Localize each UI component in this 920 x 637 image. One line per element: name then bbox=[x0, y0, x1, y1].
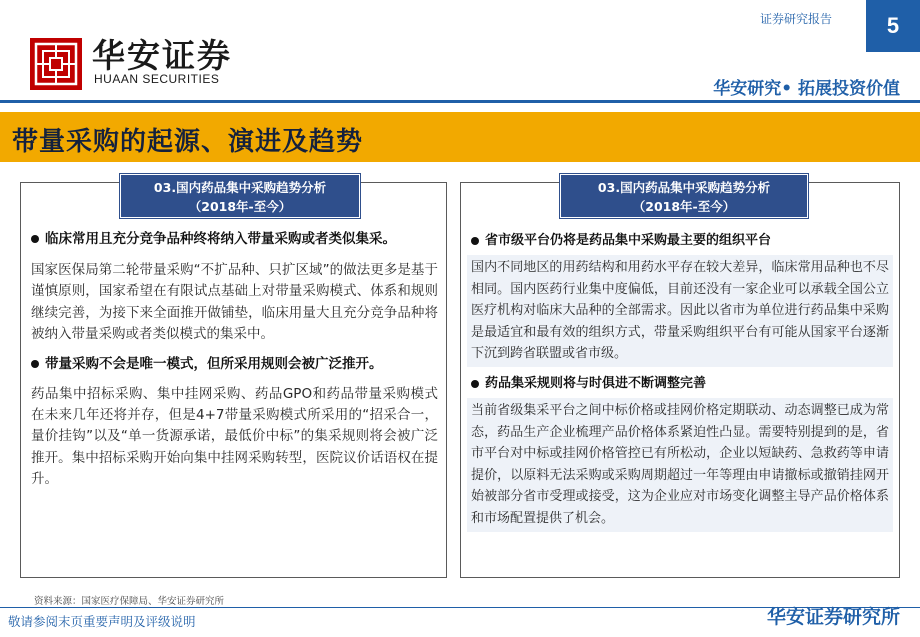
disclaimer-link[interactable]: 敬请参阅末页重要声明及评级说明 bbox=[8, 614, 196, 629]
left-panel bbox=[20, 182, 447, 578]
left-bullet-2-text: 带量采购不会是唯一模式，但所采用规则会被广泛推开。 bbox=[45, 355, 383, 372]
left-bullet-2 bbox=[31, 354, 438, 374]
bullet-icon bbox=[471, 380, 479, 388]
right-heading-line2: （2018年-至今） bbox=[632, 199, 736, 214]
institute-name: 华安证券研究所 bbox=[766, 606, 900, 628]
right-bullet-1-text: 省市级平台仍将是药品集中采购最主要的组织平台 bbox=[485, 233, 772, 248]
left-heading-line2: （2018年-至今） bbox=[188, 199, 292, 214]
right-paragraph-1: 国内不同地区的用药结构和用药水平存在较大差异，临床常用品种也不尽相同。国内医药行业集中度偏低，目前还没有一家企业可以承载全国公立医疗机构对临床大品种的全部需求。因此以省市为单位进行药品集中采购是最适宜和最有效的组织方式，带量采购组织平台有可能从国家平台逐渐下沉到跨省联盟或省市级。 bbox=[467, 255, 893, 367]
right-bullet-2-text: 药品集采规则将与时俱进不断调整完善 bbox=[485, 375, 707, 391]
bullet-icon bbox=[471, 237, 479, 245]
left-bullet-1 bbox=[31, 229, 438, 249]
left-heading-line1: 03.国内药品集中采购趋势分析 bbox=[153, 180, 327, 195]
right-bullet-2 bbox=[471, 374, 891, 394]
right-bullet-1 bbox=[471, 231, 891, 251]
left-bullet-1-text: 临床常用且充分竞争品种终将纳入带量采购或者类似集采。 bbox=[45, 231, 396, 247]
bullet-icon bbox=[31, 360, 39, 368]
right-panel-heading bbox=[560, 174, 808, 218]
header-slogan: 华安研究• 拓展投资价值 bbox=[713, 79, 900, 99]
logo-english-name: HUAAN SECURITIES bbox=[94, 72, 220, 86]
left-panel-body bbox=[31, 229, 438, 491]
right-panel-body bbox=[471, 231, 891, 532]
report-type-label: 证券研究报告 bbox=[760, 12, 833, 26]
bullet-icon bbox=[31, 235, 39, 243]
right-panel bbox=[460, 182, 900, 578]
logo-chinese-name: 华安证券 bbox=[92, 36, 232, 75]
left-paragraph-2: 药品集中招标采购、集中挂网采购、药品GPO和药品带量采购模式在未来几年还将并存，但是4+7带量采购模式所采用的“招采合一，量价挂钩”以及“单一货源承诺，最低价中标”的集采规则将会被广泛推开。集中招标采购开始向集中挂网采购转型，医院议价话语权在提升。 bbox=[31, 385, 438, 488]
left-paragraph-1: 国家医保局第二轮带量采购“不扩品种、只扩区域”的做法更多是基于谨慎原则，国家希望在有限试点基础上对带量采购模式、体系和规则继续完善，为接下来全面推开做铺垫，临床用量大且充分竞争品种将被纳入带量采购或者类似模式的集采中。 bbox=[31, 262, 438, 343]
header-divider bbox=[0, 100, 920, 103]
right-paragraph-2: 当前省级集采平台之间中标价格或挂网价格定期联动、动态调整已成为常态，药品生产企业梳理产品价格体系紧迫性凸显。需要特别提到的是，省市平台对中标或挂网价格管控已有所松动，企业以短缺药、急救药等申请提价，以原料无法采购或采购周期超过一年等理由申请撤标或撤销挂网开始被部分省市受理或接受，这为企业应对市场变化调整主导产品价格体系和市场配置提供了机会。 bbox=[467, 398, 893, 532]
source-note: 资料来源：国家医疗保障局、华安证券研究所 bbox=[34, 596, 225, 607]
right-heading-line1: 03.国内药品集中采购趋势分析 bbox=[597, 180, 771, 195]
logo-icon bbox=[30, 38, 82, 90]
page-number: 5 bbox=[866, 0, 920, 52]
page-title: 带量采购的起源、演进及趋势 bbox=[12, 127, 364, 157]
left-panel-heading bbox=[120, 174, 360, 218]
